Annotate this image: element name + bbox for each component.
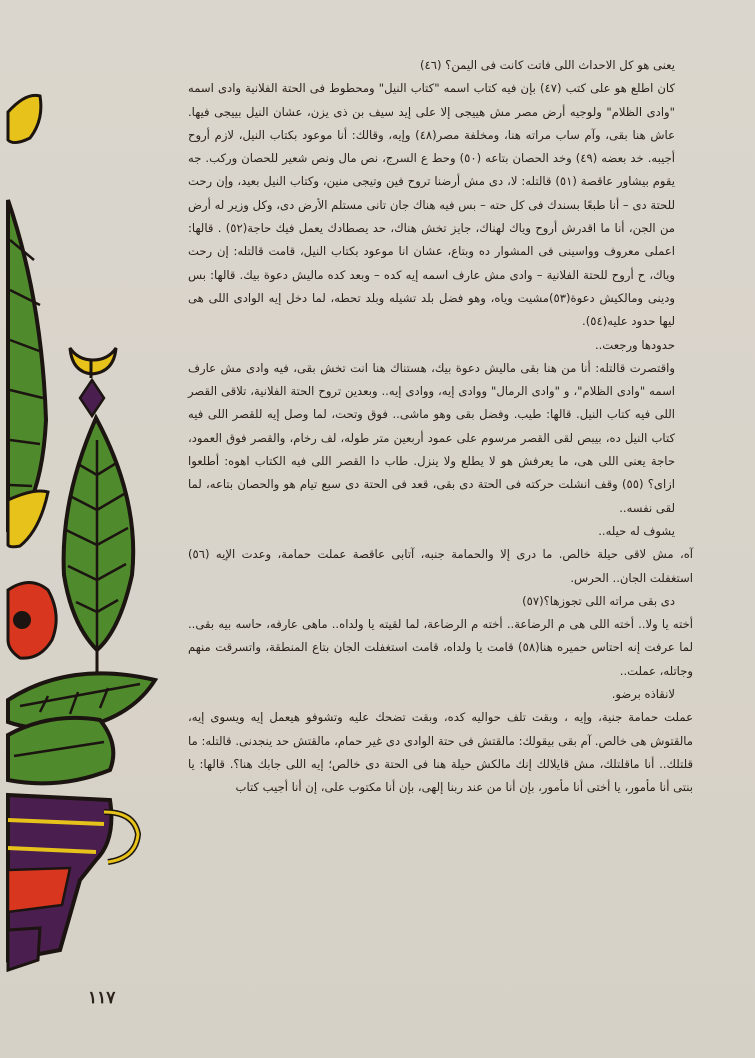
paragraph: دى بقى مراته اللى تجوزها؟(٥٧) [522,593,675,608]
paragraph: أخته يا ولا.. أخته اللى هى م الرضاعة.. أخته م الرضاعة، لما لقيته يا ولداه.. ماهى عارفه، حاسه بيه بقى.. لما عرفت إنه احتاس حميره هنا(٥٨) قامت يا ولداه، قامت استغفلت الجان بتاع المنطقة، واتسرقت منهم وجاتله، عملت.. [188,617,693,678]
paragraph: عملت حمامة جنية، وإيه ، وبقت تلف حواليه كده، وبقت تضحك عليه وتشوفو هيعمل إيه ويسوى إيه، مالقتوش هى خالص. آم بقى بيقولك: مالقتش فى حتة الوادى دى غير حمام، مالقتش حد ينجدنى. قالتله: ما قلتلك.. أنا ماقلتلك، مش قايلالك إنك مالكش حيلة هنا فى الحتة دى خالص؛ إيه اللى جابك هنا؟. قالها: يا بنتى أنا مأمور، يا أختى أنا مأمور، بإن أنا من عند ربنا إلهى، بإن أنا مكتوب على، إن أنا أجيب كتاب [188,710,693,795]
crescent-finial [70,348,116,374]
purple-diamond [80,380,104,416]
body-text [188,54,693,800]
paragraph: لانقاذه برضو. [611,687,675,702]
paragraph: آه، مش لاقى حيلة خالص. ما درى إلا والحمامة جنبه، آتابى عاقصة عملت حمامة، وعدت الإيه (٥٦) استغفلت الجان.. الحرس. [188,547,693,585]
paragraph: يعنى هو كل الاحداث اللى فاتت كانت فى اليمن؟ (٤٦) [419,58,675,72]
paragraph: يشوف له حيله.. [598,523,675,538]
page-number: ١١٧ [88,988,116,1008]
paragraph: واقتصرت قالتله: أنا من هنا بقى ماليش دعوة بيك، هستناك هنا انت تخش بقى، فيه وادى مش عارف اسمه "وادى الظلام"، و "وادى الرمال" ووادى إيه، ووادى إيه.. وبعدين تروح الحتة الفلانية، تلاقى القصر اللى فيه كتاب النيل. قالها: طيب. وفضل بقى وهو ماشى.. فوق وتحت، لما وصل إيه للقصر اللى فيه كتاب النيل ده، بيبص لقى القصر مرسوم على عمود أربعين متر طوله، لف رخام، والقصر فوق العمود، حاجة يعنى اللى هى، ما يعرفش هو لا يطلع ولا ينزل. طاب دا القصر اللى فيه الكتاب اهوه: أطلعوا ازاى؟ (٥٥) وقف انشلت حركته فى الحتة دى بقى، قعد فى الحتة دى سبع تيام هو والحصان بتاعه، لما لقى نفسه.. [188,360,675,515]
tall-green-leaf [8,200,46,530]
paragraph: حدودها ورجعت.. [594,337,675,352]
yellow-leaf-top [8,95,41,142]
lower-leaf-right [8,718,113,783]
paragraph: كان اطلع هو على كتب (٤٧) بإن فيه كتاب اسمه "كتاب النيل" ومحطوط فى الحتة الفلانية وادى اسمه "وادى الظلام" ولوجيه أرض مصر مش هييجى إلا على إيد سيف بن ذى يزن، عشان النيل بييجى فيها. عاش هنا بقى، وآم ساب مراته هنا، ومخلفة مصر(٤٨) وإيه، وقالك: أنا موعود بكتاب النيل، لازم أروح أجيبه. خد بعضه (٤٩) وخد الحصان بتاعه (٥٠) وحط ع السرج، نص مال ونص شعير للحصان وركب. جه يقوم بيشاور عاقصة (٥١) قالتله: لا، دى مش أرضنا تروح فين وتيجى منين، وكتاب النيل بعيد، وإن رحت للحتة دى – أنا طبعًا بسندك فى كل حته – بس فيه هناك جان تانى مستلم الأرض دى، وكل وزير له أرض من الجن، أنا ما اقدرش أروح وياك لهناك، جايز تخش هناك، حد يصطادك يعمل فيك حاجة(٥٢) . قالها: اعملى معروف وواسينى فى المشوار ده وبتاع، عشان انا موعود بكتاب النيل، قامت قالتله: إن رحت وياك، ح أروح للحتة الفلانية – وادى مش عارف اسمه إيه كده – وبعد كده ماليش دعوة بيك. قالها: بس ودينى ومالكيش دعوة(٥٣)مشيت وياه، وهو فضل بلد تشيله وبلد تحطه، لما دخل إيه الوادى اللى هى ليها حدود عليه(٥٤). [188,81,675,329]
decorative-folk-art-illustration [0,0,180,1058]
yellow-leaf-middle [8,491,48,547]
